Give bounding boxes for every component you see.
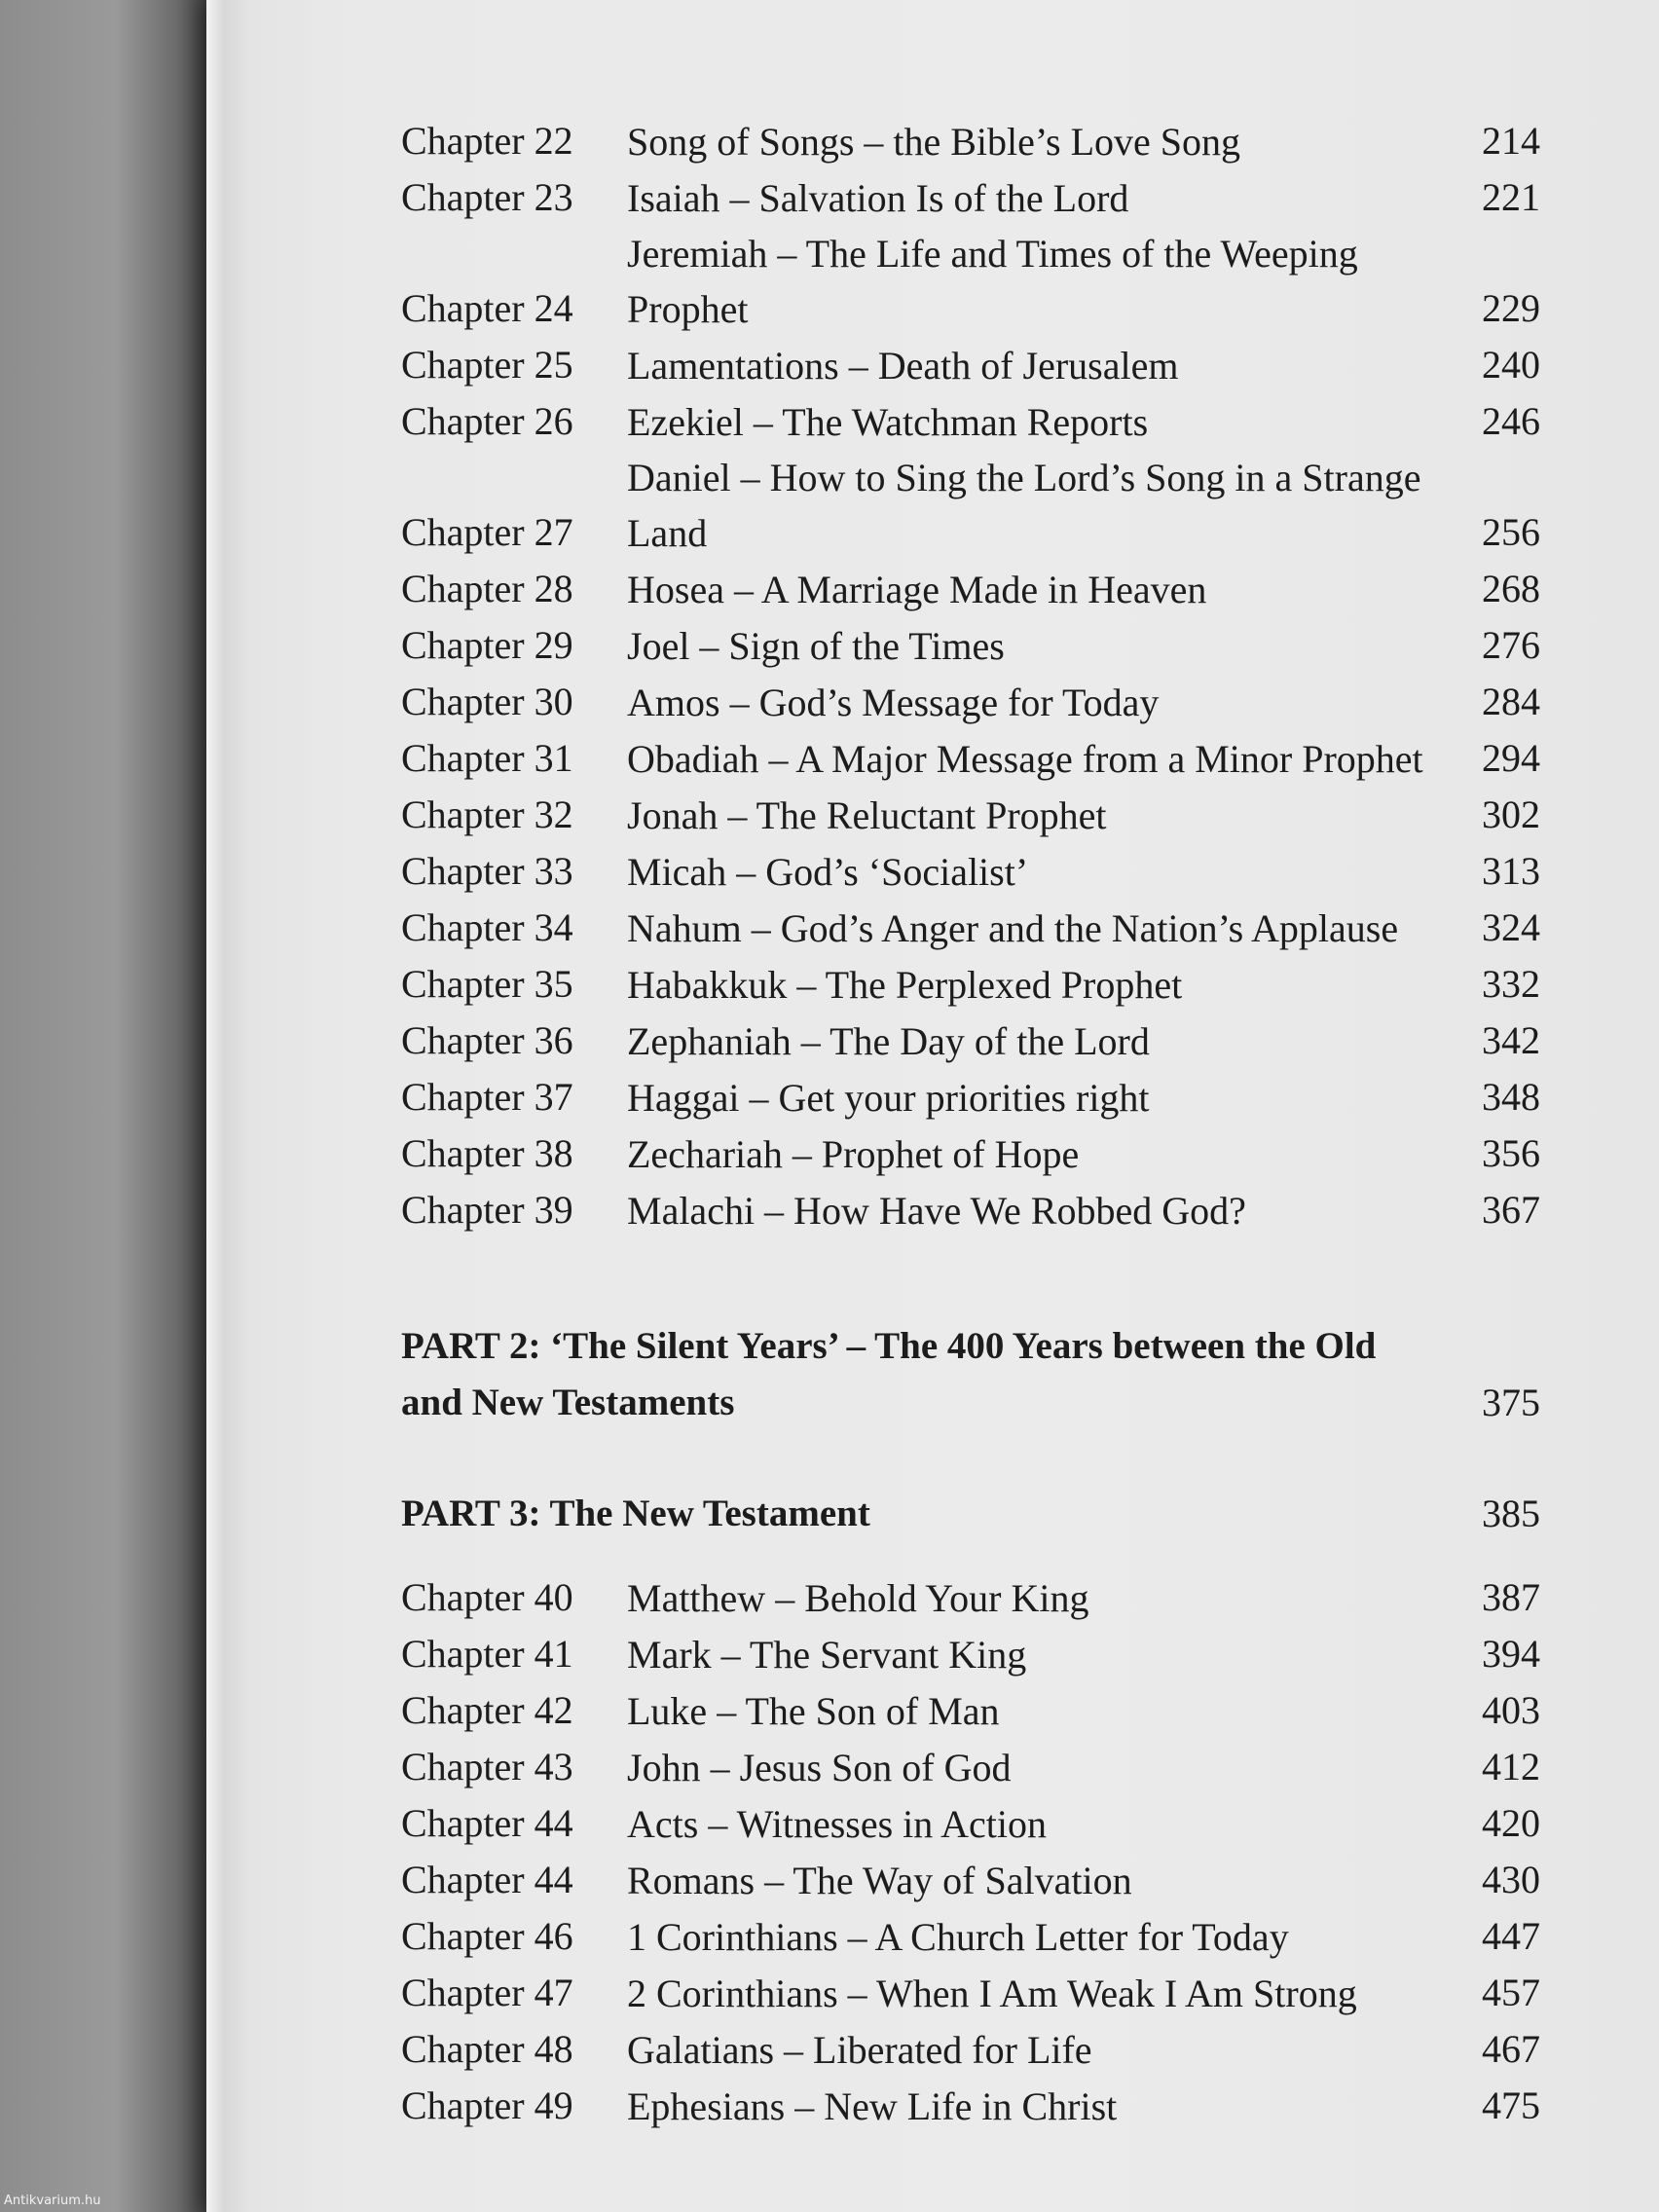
page-edge [206, 0, 224, 2212]
chapter-number: Chapter 32 [401, 793, 573, 836]
chapter-title: John – Jesus Son of God [627, 1746, 1012, 1789]
toc-row [401, 393, 1540, 450]
chapter-page: 284 [1482, 680, 1540, 723]
part3-page: 385 [1482, 1492, 1540, 1535]
chapter-title: Ephesians – New Life in Christ [627, 2084, 1118, 2128]
chapter-title: Habakkuk – The Perplexed Prophet [627, 963, 1183, 1007]
toc-row [401, 1069, 1540, 1125]
toc-row [401, 956, 1540, 1013]
chapter-page: 214 [1482, 119, 1540, 163]
toc-row [401, 674, 1540, 730]
chapter-title: Acts – Witnesses in Action [627, 1802, 1047, 1846]
chapter-title: Micah – God’s ‘Socialist’ [627, 850, 1029, 894]
chapter-title: Song of Songs – the Bible’s Love Song [627, 120, 1241, 164]
chapter-number: Chapter 39 [401, 1188, 573, 1232]
chapter-page: 394 [1482, 1632, 1540, 1676]
chapter-title: Daniel – How to Sing the Lord’s Song in a Strange Land [627, 456, 1421, 555]
chapter-number: Chapter 40 [401, 1575, 573, 1619]
chapter-number: Chapter 47 [401, 1971, 573, 2014]
part3-chapter-list [401, 1569, 1540, 2134]
chapter-page: 302 [1482, 793, 1540, 836]
chapter-page: 221 [1482, 175, 1540, 219]
part3-title: PART 3: The New Testament [401, 1493, 870, 1534]
chapter-number: Chapter 48 [401, 2027, 573, 2071]
chapter-title: Joel – Sign of the Times [627, 624, 1005, 668]
chapter-page: 412 [1482, 1745, 1540, 1788]
chapter-number: Chapter 27 [401, 510, 573, 554]
chapter-page: 268 [1482, 567, 1540, 610]
part2-heading [401, 1318, 1540, 1431]
chapter-title: Zephaniah – The Day of the Lord [627, 1019, 1150, 1063]
chapter-page: 256 [1482, 510, 1540, 554]
chapter-number: Chapter 46 [401, 1914, 573, 1958]
toc-row [401, 113, 1540, 169]
chapter-number: Chapter 33 [401, 849, 573, 893]
chapter-page: 367 [1482, 1188, 1540, 1232]
chapter-title: Zechariah – Prophet of Hope [627, 1132, 1080, 1176]
part1-chapter-list [401, 113, 1540, 1238]
chapter-title: Haggai – Get your priorities right [627, 1076, 1150, 1120]
chapter-title: Jonah – The Reluctant Prophet [627, 793, 1107, 837]
toc-row [401, 730, 1540, 787]
chapter-number: Chapter 26 [401, 399, 573, 443]
toc-row [401, 1739, 1540, 1795]
chapter-number: Chapter 41 [401, 1632, 573, 1676]
chapter-number: Chapter 31 [401, 736, 573, 780]
chapter-page: 229 [1482, 286, 1540, 330]
chapter-title: Romans – The Way of Salvation [627, 1859, 1132, 1902]
toc-row [401, 2078, 1540, 2134]
chapter-title: Isaiah – Salvation Is of the Lord [627, 176, 1129, 220]
part2-page: 375 [1482, 1381, 1540, 1424]
chapter-number: Chapter 34 [401, 905, 573, 949]
chapter-number: Chapter 43 [401, 1745, 573, 1788]
toc-row [401, 226, 1540, 337]
chapter-page: 475 [1482, 2083, 1540, 2127]
part2-title: PART 2: ‘The Silent Years’ – The 400 Years between the Old and New Testaments [401, 1325, 1377, 1423]
book-page [206, 0, 1659, 2212]
toc-row [401, 169, 1540, 226]
chapter-number: Chapter 42 [401, 1688, 573, 1732]
toc-row [401, 843, 1540, 900]
chapter-title: Nahum – God’s Anger and the Nation’s Applause [627, 906, 1399, 950]
chapter-number: Chapter 37 [401, 1075, 573, 1119]
chapter-title: Obadiah – A Major Message from a Minor Prophet [627, 737, 1423, 781]
chapter-title: Ezekiel – The Watchman Reports [627, 400, 1149, 444]
chapter-number: Chapter 49 [401, 2083, 573, 2127]
toc-row [401, 1795, 1540, 1852]
chapter-title: Jeremiah – The Life and Times of the Weeping Prophet [627, 232, 1358, 331]
chapter-title: Mark – The Servant King [627, 1633, 1027, 1677]
chapter-page: 430 [1482, 1858, 1540, 1901]
watermark: Antikvarium.hu [4, 2194, 101, 2208]
chapter-title: Matthew – Behold Your King [627, 1576, 1089, 1620]
toc-row [401, 337, 1540, 393]
toc-row [401, 2021, 1540, 2078]
toc-row [401, 1965, 1540, 2021]
toc-row [401, 1852, 1540, 1908]
chapter-page: 447 [1482, 1914, 1540, 1958]
chapter-page: 403 [1482, 1688, 1540, 1732]
toc-row [401, 787, 1540, 843]
toc-row [401, 1125, 1540, 1182]
toc-row [401, 900, 1540, 956]
chapter-page: 313 [1482, 849, 1540, 893]
chapter-number: Chapter 29 [401, 623, 573, 667]
chapter-page: 420 [1482, 1801, 1540, 1845]
chapter-page: 356 [1482, 1131, 1540, 1175]
chapter-number: Chapter 44 [401, 1858, 573, 1901]
chapter-title: Lamentations – Death of Jerusalem [627, 344, 1179, 387]
chapter-page: 457 [1482, 1971, 1540, 2014]
toc-row [401, 1682, 1540, 1739]
toc-row [401, 1013, 1540, 1069]
chapter-number: Chapter 30 [401, 680, 573, 723]
chapter-page: 348 [1482, 1075, 1540, 1119]
chapter-title: Luke – The Son of Man [627, 1689, 1000, 1733]
toc-row [401, 1626, 1540, 1682]
toc-row [401, 1908, 1540, 1965]
chapter-page: 246 [1482, 399, 1540, 443]
chapter-number: Chapter 25 [401, 343, 573, 387]
chapter-page: 240 [1482, 343, 1540, 387]
chapter-number: Chapter 28 [401, 567, 573, 610]
chapter-page: 294 [1482, 736, 1540, 780]
toc-row [401, 561, 1540, 617]
chapter-page: 342 [1482, 1018, 1540, 1062]
chapter-page: 324 [1482, 905, 1540, 949]
chapter-page: 332 [1482, 962, 1540, 1006]
chapter-title: 2 Corinthians – When I Am Weak I Am Strong [627, 1972, 1357, 2015]
background-shadow [0, 0, 209, 2212]
toc-row [401, 450, 1540, 561]
toc-row [401, 1569, 1540, 1626]
chapter-title: Malachi – How Have We Robbed God? [627, 1189, 1246, 1233]
chapter-page: 387 [1482, 1575, 1540, 1619]
chapter-number: Chapter 22 [401, 119, 573, 163]
table-of-contents [401, 113, 1540, 2134]
toc-row [401, 617, 1540, 674]
chapter-number: Chapter 38 [401, 1131, 573, 1175]
chapter-number: Chapter 36 [401, 1018, 573, 1062]
chapter-title: Hosea – A Marriage Made in Heaven [627, 568, 1207, 611]
chapter-title: Amos – God’s Message for Today [627, 681, 1160, 724]
chapter-title: Galatians – Liberated for Life [627, 2028, 1092, 2072]
chapter-title: 1 Corinthians – A Church Letter for Today [627, 1915, 1289, 1959]
chapter-page: 276 [1482, 623, 1540, 667]
chapter-number: Chapter 44 [401, 1801, 573, 1845]
part3-heading [401, 1486, 1540, 1542]
chapter-page: 467 [1482, 2027, 1540, 2071]
chapter-number: Chapter 24 [401, 286, 573, 330]
toc-row [401, 1182, 1540, 1238]
chapter-number: Chapter 23 [401, 175, 573, 219]
chapter-number: Chapter 35 [401, 962, 573, 1006]
